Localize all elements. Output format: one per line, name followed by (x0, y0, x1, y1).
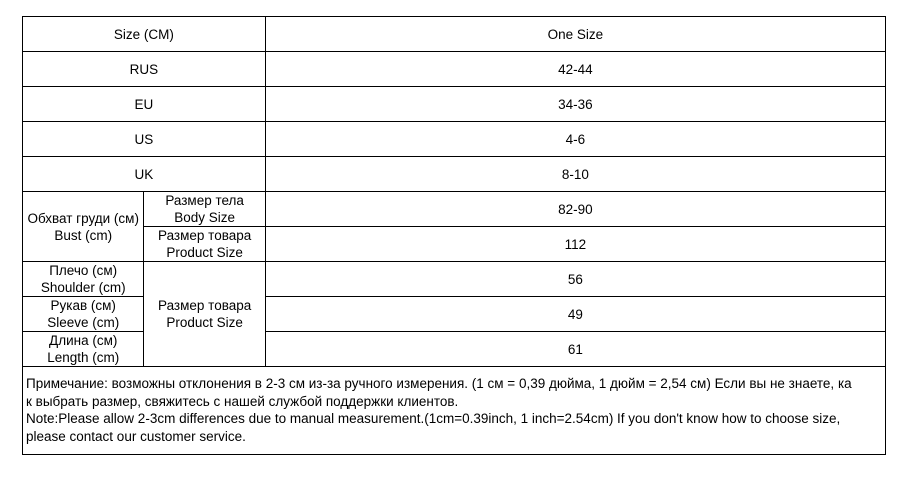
bust-label-ru: Обхват груди (см) (27, 210, 139, 226)
table-row (23, 227, 886, 262)
measurement-note (23, 367, 886, 455)
bust-label-en: Bust (cm) (54, 227, 113, 243)
table-row (23, 122, 886, 157)
sleeve-label-en: Sleeve (cm) (47, 315, 120, 330)
rus-value: 42-44 (265, 52, 885, 87)
rus-label: RUS (23, 52, 266, 87)
table-row (23, 87, 886, 122)
table-row (23, 157, 886, 192)
table-row (23, 192, 886, 227)
length-label (23, 332, 144, 367)
bust-body-size-value: 82-90 (265, 192, 885, 227)
length-label-ru: Длина (см) (49, 333, 118, 348)
note-en-line-2: please contact our customer service. (26, 428, 246, 444)
size-header-label: Size (CM) (23, 17, 266, 52)
eu-label: EU (23, 87, 266, 122)
product-size-group-label (144, 262, 265, 367)
body-size-label-ru: Размер тела (165, 193, 244, 208)
table-row (23, 262, 886, 297)
bust-product-size-label-en: Product Size (166, 245, 243, 260)
note-ru-line-2: к выбрать размер, свяжитесь с нашей службой поддержки клиентов. (26, 393, 459, 409)
table-row (23, 17, 886, 52)
note-en-line-1: Note:Please allow 2-3cm differences due to manual measurement.(1cm=0.39inch, 1 inch=2.54cm) If you don't know how to choose size, (26, 411, 841, 426)
us-label: US (23, 122, 266, 157)
eu-value: 34-36 (265, 87, 885, 122)
bust-label (23, 192, 144, 262)
us-value: 4-6 (265, 122, 885, 157)
shoulder-label-ru: Плечо (см) (49, 263, 118, 278)
body-size-label-en: Body Size (174, 210, 236, 225)
shoulder-label-en: Shoulder (cm) (40, 280, 126, 295)
uk-label: UK (23, 157, 266, 192)
bust-product-size-value: 112 (265, 227, 885, 262)
shoulder-label (23, 262, 144, 297)
product-size-group-label-ru: Размер товара (158, 298, 252, 313)
table-row (23, 367, 886, 455)
size-chart-table (22, 16, 886, 455)
length-value: 61 (265, 332, 885, 367)
size-header-value: One Size (265, 17, 885, 52)
body-size-label (144, 192, 265, 227)
table-row (23, 52, 886, 87)
sleeve-value: 49 (265, 297, 885, 332)
length-label-en: Length (cm) (47, 350, 120, 365)
product-size-group-label-en: Product Size (166, 315, 243, 330)
bust-product-size-label (144, 227, 265, 262)
uk-value: 8-10 (265, 157, 885, 192)
sleeve-label (23, 297, 144, 332)
shoulder-value: 56 (265, 262, 885, 297)
note-ru-line-1: Примечание: возможны отклонения в 2-3 см из-за ручного измерения. (1 см = 0,39 дюйма, 1 дюйм = 2,54 см) Если вы не знаете, ка (26, 376, 852, 391)
sleeve-label-ru: Рукав (см) (50, 298, 116, 313)
bust-product-size-label-ru: Размер товара (158, 228, 252, 243)
